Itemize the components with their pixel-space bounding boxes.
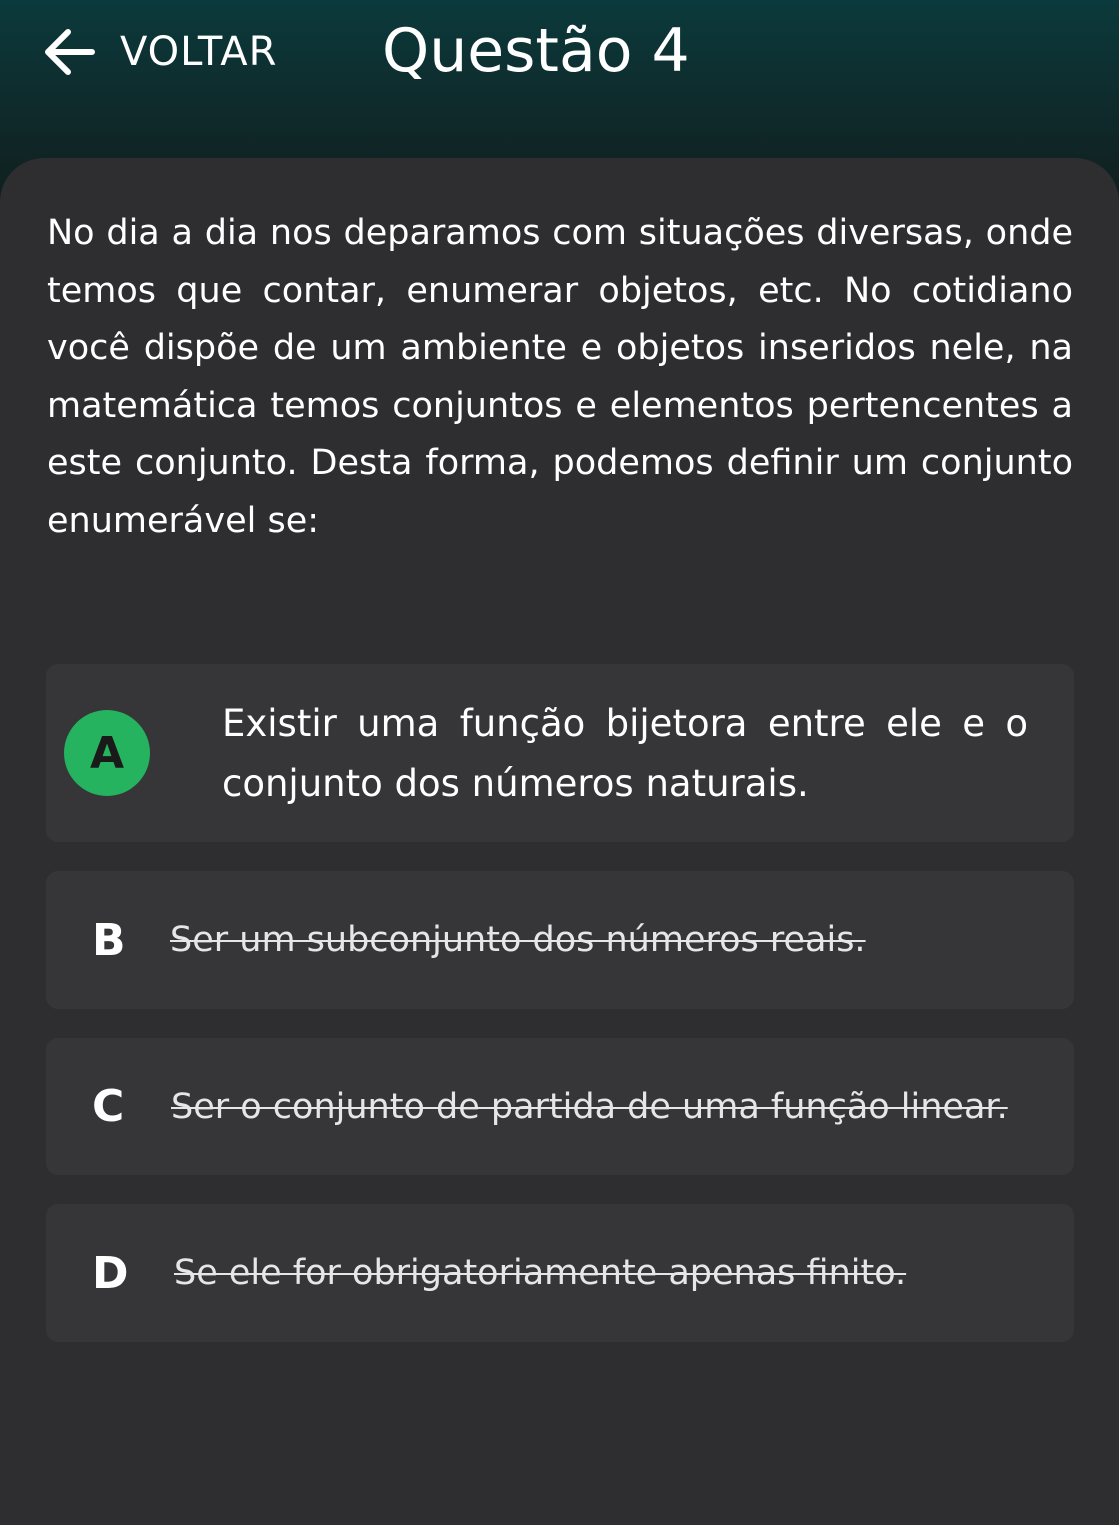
option-d-text: Se ele for obrigatoriamente apenas finito.	[174, 1253, 907, 1293]
arrow-left-icon	[40, 23, 98, 81]
option-d[interactable]	[46, 1204, 1074, 1342]
option-a-letter-badge: A	[64, 710, 150, 796]
option-a-text: Existir uma função bijetora entre ele e o conjunto dos números naturais.	[222, 702, 1028, 805]
back-label: VOLTAR	[120, 29, 278, 75]
option-b-text: Ser um subconjunto dos números reais.	[170, 920, 866, 960]
option-b[interactable]	[46, 871, 1074, 1009]
option-a[interactable]	[46, 664, 1074, 842]
question-text: No dia a dia nos deparamos com situações diversas, onde temos que contar, enumerar objetos, etc. No cotidiano você dispõe de um ambiente e objetos inseridos nele, na matemática temos conjuntos e elementos pertencentes a este conjunto. Desta forma, podemos definir um conjunto enumerável se:	[47, 213, 1073, 541]
page-title: Questão 4	[382, 16, 690, 86]
option-d-letter: D	[92, 1247, 129, 1299]
option-c[interactable]	[46, 1038, 1074, 1175]
option-c-text: Ser o conjunto de partida de uma função linear.	[171, 1086, 1008, 1127]
option-b-letter: B	[92, 914, 126, 966]
back-button[interactable]	[40, 22, 277, 82]
option-c-letter: C	[92, 1081, 125, 1132]
